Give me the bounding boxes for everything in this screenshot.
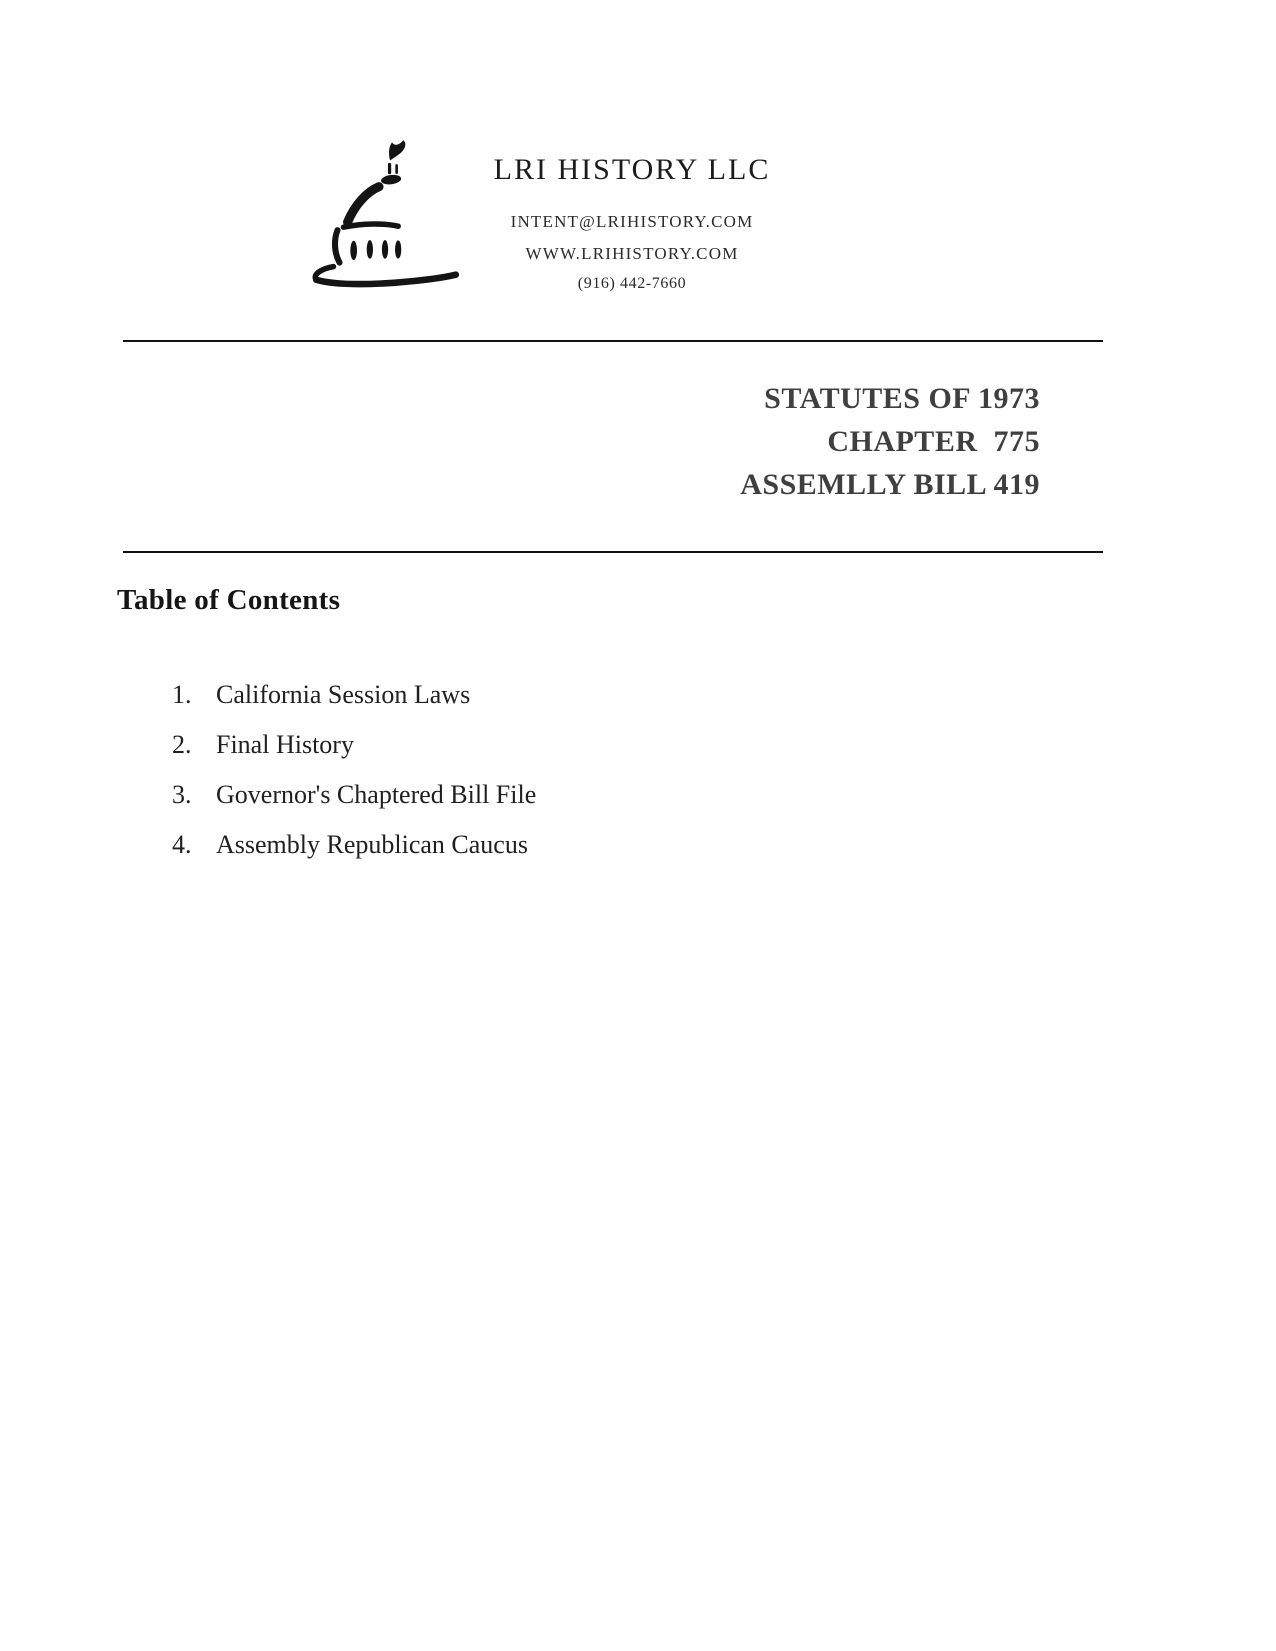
toc-item-label: Final History: [216, 730, 354, 759]
toc-item-label: Governor's Chaptered Bill File: [216, 780, 537, 809]
chapter-line: CHAPTER 775: [827, 425, 1040, 458]
horizontal-rule-top: [123, 340, 1103, 342]
toc-item-number: 2.: [172, 730, 192, 759]
statutes-year-line: STATUTES OF 1973: [764, 382, 1040, 415]
toc-item-label: Assembly Republican Caucus: [216, 830, 528, 859]
toc-item: [146, 806, 528, 884]
toc-item-label: California Session Laws: [216, 680, 471, 709]
company-logo: [293, 125, 475, 297]
assembly-bill-line: ASSEMLLY BILL 419: [740, 468, 1040, 501]
company-email: INTENT@LRIHISTORY.COM: [510, 212, 754, 231]
toc-item-number: 4.: [172, 830, 192, 859]
capitol-dome-icon: [293, 125, 475, 297]
statute-reference-block: [740, 377, 1040, 506]
toc-item-number: 1.: [172, 680, 192, 709]
company-phone: (916) 442-7660: [577, 275, 687, 292]
company-website: WWW.LRIHISTORY.COM: [525, 244, 739, 263]
toc-heading: Table of Contents: [117, 584, 341, 616]
toc-item-number: 3.: [172, 780, 192, 809]
company-name: LRI HISTORY LLC: [493, 153, 771, 186]
horizontal-rule-bottom: [123, 551, 1103, 553]
